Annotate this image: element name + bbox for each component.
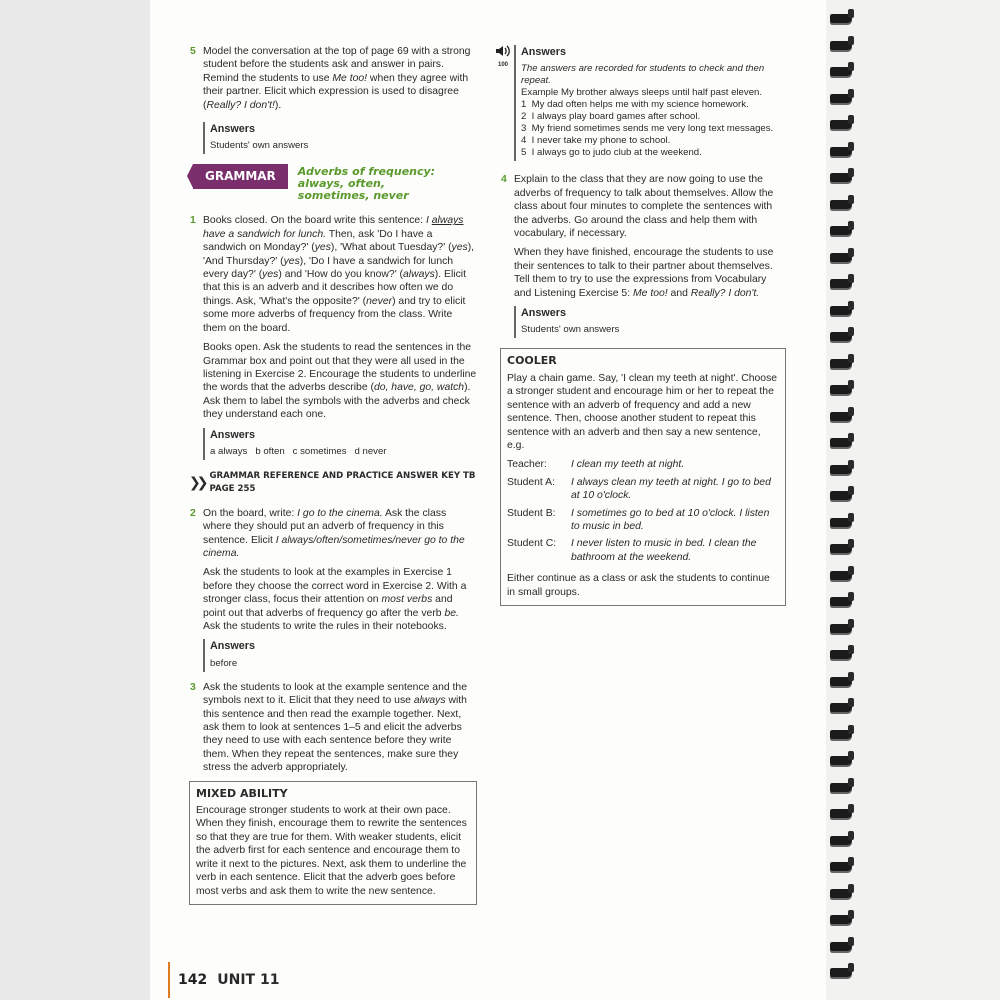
text-run: Ask the students to look at the examples in Exercise 1 before they choose the correct word in Exercise 2. With a stronger class, focus their attention on: [203, 567, 467, 606]
exercise-text: [203, 214, 477, 335]
text-run: When they have finished, encourage the students to use their sentences to talk to their partner about themselves. Tell them to try to use the expressions from Vocabulary and Listening Exercise 5:: [514, 247, 774, 299]
answers-body: a always b often c sometimes d never: [210, 445, 387, 457]
exercise-text: [203, 341, 477, 421]
text-run: with this sentence and then read the example together. Next, ask them to look at sentences 1–5 and elicit the adverbs they need to use with each sentence before they write them. When they repeat the sentences, make sure they stress the adverb appropriately.: [203, 695, 467, 774]
answers-intro: The answers are recorded for students to check and then repeat.: [521, 63, 765, 87]
text-run: ), 'What about Tuesday?' (: [330, 242, 452, 254]
answers-box: [203, 428, 477, 460]
text-run: ).: [274, 99, 282, 111]
exercise-number: 1: [190, 215, 196, 227]
text-run: and point out that adverbs of frequency go after the verb: [203, 594, 453, 619]
spiral-ring: [830, 200, 852, 209]
grammar-reference-text: GRAMMAR REFERENCE AND PRACTICE ANSWER KEY TB PAGE 255: [209, 470, 476, 495]
spiral-ring: [830, 465, 852, 474]
cooler-outro: Either continue as a class or ask the students to continue in small groups.: [507, 573, 770, 598]
text-run: have a sandwich for lunch.: [203, 228, 327, 240]
answer-line: 2 I always play board games after school.: [521, 111, 701, 123]
spiral-ring: [830, 41, 852, 50]
spiral-ring: [830, 438, 852, 447]
exercise-1: [190, 214, 477, 421]
text-run: always: [413, 695, 446, 707]
spiral-ring: [830, 147, 852, 156]
spiral-ring: [830, 518, 852, 527]
grammar-title: [298, 166, 477, 202]
answers-heading: Answers: [521, 46, 567, 58]
speech: I always clean my teeth at night. I go to bed at 10 o'clock.: [571, 476, 771, 502]
spiral-ring: [830, 677, 852, 686]
dialogue-line: [507, 476, 779, 503]
speech: I sometimes go to bed at 10 o'clock. I listen to music in bed.: [571, 507, 770, 532]
text-run: yes: [451, 242, 468, 254]
speech: I clean my teeth at night.: [571, 459, 685, 471]
audio-track-number: 100: [497, 62, 508, 68]
exercise-text: [203, 681, 477, 775]
mixed-ability-body: Encourage stronger students to work at their own pace. When they finish, encourage them to rewrite the sentences so that they are true for them. With weaker students, elicit the adverb first for each sentence and encourage them to write it next to the pictures. Next, ask them to underline the verb in each sentence. Elicit that the adverb goes before most verbs and ask them to write the new sentence.: [196, 805, 467, 897]
spiral-ring: [830, 809, 852, 818]
spiral-ring: [830, 836, 852, 845]
answer-line: 3 My friend sometimes sends me very long text messages.: [521, 123, 774, 135]
text-run: I: [425, 215, 432, 227]
speech: I never listen to music in bed. I clean the bathroom at the weekend.: [571, 538, 757, 563]
spiral-ring: [830, 730, 852, 739]
text-run: Really? I don't!: [206, 99, 275, 111]
text-run: I always/often/sometimes/never go to the cinema.: [203, 534, 465, 559]
grammar-reference: [189, 470, 477, 497]
text-run: never: [366, 295, 393, 307]
mixed-ability-title: MIXED ABILITY: [196, 786, 288, 800]
answer-line: 1 My dad often helps me with my science homework.: [521, 99, 749, 111]
text-run: do, have, go, watch: [373, 382, 465, 394]
answer-line: 4 I never take my phone to school.: [521, 135, 671, 147]
text-run: and: [667, 287, 691, 299]
text-run: most verbs: [381, 594, 433, 606]
answers-box: [514, 45, 786, 161]
text-run: Ask the students to write the rules in their notebooks.: [203, 621, 447, 632]
text-run: yes: [314, 242, 331, 254]
cooler-box: [500, 348, 786, 606]
exercise-number: 3: [190, 681, 196, 693]
spiral-ring: [830, 120, 852, 129]
speaker: Student A:: [507, 476, 555, 488]
spiral-ring: [830, 597, 852, 606]
exercise-text: [514, 246, 786, 300]
spiral-ring: [830, 359, 852, 368]
spiral-ring: [830, 703, 852, 712]
grammar-tag: GRAMMAR: [193, 164, 288, 188]
exercise-text: [203, 507, 477, 561]
exercise-2: [190, 507, 477, 634]
text-run: always: [431, 215, 464, 227]
text-run: ). Ask them to label the symbols with the adverbs and check they understand each one.: [203, 382, 471, 421]
mixed-ability-box: [189, 781, 477, 905]
spiral-ring: [830, 968, 852, 977]
text-run: I go to the cinema.: [297, 507, 383, 519]
answer-line: 5 I always go to judo club at the weekend.: [521, 147, 702, 159]
spiral-ring: [830, 94, 852, 103]
text-run: ) and try to elicit some more adverbs of frequency from the class. Write them on the board.: [203, 295, 466, 334]
spiral-binding: [826, 0, 1000, 1000]
cooler-title: COOLER: [507, 354, 557, 368]
spiral-ring: [830, 67, 852, 76]
answers-heading: Answers: [210, 428, 256, 441]
answers-box: [514, 306, 786, 338]
spiral-ring: [830, 173, 852, 182]
exercise-text: Explain to the class that they are now going to use the adverbs of frequency to talk about themselves. Allow the class about four minutes to complete the sentences with the adverbs. Go around the class and help them with vocabulary, if necessary.: [514, 174, 774, 240]
exercise-number: 5: [190, 46, 196, 57]
exercise-text: [203, 45, 477, 112]
spiral-ring: [830, 306, 852, 315]
spiral-ring: [830, 544, 852, 553]
right-column: [500, 45, 786, 606]
spiral-ring: [830, 915, 852, 924]
spiral-ring: [830, 226, 852, 235]
text-run: be.: [444, 607, 459, 619]
exercise-text: [203, 566, 477, 633]
text-run: Ask the class where they should put an adverb of frequency in this sentence. Elicit: [203, 507, 447, 546]
grammar-title-line: Adverbs of frequency: always, often,: [297, 165, 436, 191]
spiral-ring: [830, 491, 852, 500]
grammar-title-line: sometimes, never: [297, 189, 409, 203]
dialogue-line: [507, 537, 779, 564]
speaker: Teacher:: [507, 459, 547, 471]
text-run: Me too!: [633, 287, 668, 299]
page-number: 142: [178, 972, 208, 988]
text-run: ) and 'How do you know?' (: [278, 269, 404, 281]
spiral-ring: [830, 783, 852, 792]
exercise-3: [190, 681, 477, 775]
text-run: Ask the students to look at the example sentence and the symbols next to it. Elicit that they need to use: [203, 681, 467, 707]
double-chevron-right-icon: ❯❯: [189, 474, 205, 491]
answers-heading: Answers: [521, 307, 567, 320]
text-run: Really? I don't.: [690, 287, 760, 299]
answers-body: before: [210, 657, 238, 669]
spiral-ring: [830, 385, 852, 394]
spiral-ring: [830, 14, 852, 23]
grammar-header: [193, 164, 477, 202]
spiral-ring: [830, 279, 852, 288]
exercise-number: 2: [190, 507, 196, 519]
dialogue-line: [507, 507, 779, 534]
exercise-5: [190, 45, 477, 112]
text-run: Books closed. On the board write this sentence:: [203, 215, 426, 227]
exercise-number: 4: [501, 174, 507, 186]
answers-box: [203, 122, 477, 154]
speaker: Student B:: [507, 507, 556, 519]
exercise-4: [501, 173, 786, 300]
cooler-intro: Play a chain game. Say, 'I clean my teeth at night'. Choose a stronger student and encourage him or her to repeat the sentence with an adverb of frequency and add a new sentence. Then, choose another student to repeat this sentence with an adverb and then say a new sentence, e.g.: [507, 372, 778, 451]
answers-box: [203, 639, 477, 671]
spiral-ring: [830, 332, 852, 341]
answers-body: Students' own answers: [210, 140, 309, 152]
text-run: ), 'And Thursday?' (: [203, 242, 475, 267]
answers-heading: Answers: [210, 123, 256, 136]
dialogue-line: [507, 458, 779, 471]
spiral-ring: [830, 862, 852, 871]
spiral-ring: [830, 624, 852, 633]
left-column: [189, 45, 477, 905]
spiral-ring: [830, 650, 852, 659]
text-run: yes: [283, 255, 300, 267]
text-run: Books open. Ask the students to read the sentences in the Grammar box and point out that they were all used in the listening in Exercise 2. Encourage the students to underline the words that the adverbs describe (: [203, 342, 477, 394]
spiral-ring: [830, 756, 852, 765]
text-run: when they agree with their partner. Elicit which expression is used to disagree (: [203, 72, 469, 111]
text-run: yes: [262, 269, 279, 281]
text-run: Then, ask 'Do I have a sandwich on Monday?' (: [203, 228, 433, 254]
text-run: always: [403, 269, 435, 281]
answers-body: Students' own answers: [521, 324, 620, 336]
text-run: Model the conversation at the top of page 69 with a strong student before the students ask and answer in pairs. Remind the students to use: [203, 46, 471, 84]
spiral-ring: [830, 942, 852, 951]
answers-example: Example My brother always sleeps until half past eleven.: [521, 87, 763, 99]
spiral-ring: [830, 889, 852, 898]
spiral-ring: [830, 412, 852, 421]
text-run: Me too!: [332, 72, 368, 84]
page-footer: [168, 962, 279, 998]
text-run: On the board, write:: [203, 507, 298, 519]
answers-heading: Answers: [210, 640, 256, 653]
spiral-ring: [830, 253, 852, 262]
text-run: ). Elicit that this is an adverb and it describes how often we do things. Ask, 'What's the opposite?' (: [203, 269, 466, 307]
unit-label: UNIT 11: [217, 972, 280, 988]
speaker: Student C:: [507, 538, 557, 550]
text-run: ), 'Do I have a sandwich for lunch every day?' (: [203, 255, 454, 281]
spiral-ring: [830, 571, 852, 580]
